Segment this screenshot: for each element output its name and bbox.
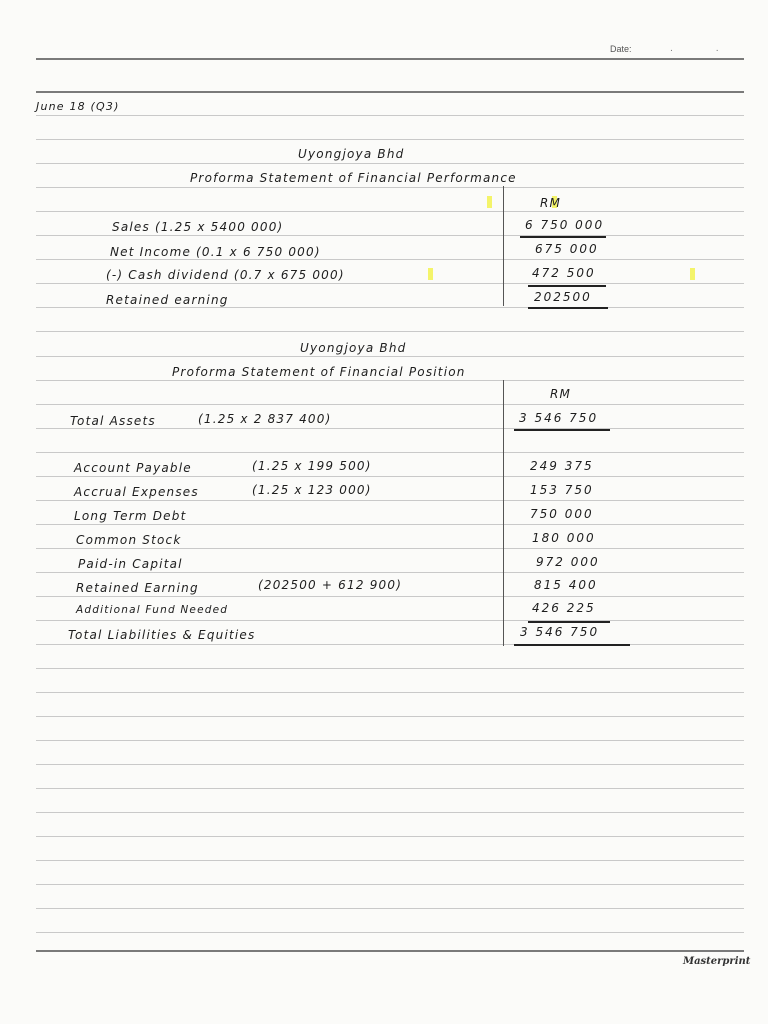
highlight-mark [487, 196, 492, 208]
s2-row-label: Additional Fund Needed [76, 604, 229, 616]
s2-statement-title: Proforma Statement of Financial Position [172, 365, 466, 379]
date-dots: . . [670, 44, 739, 54]
question-heading: June 18 (Q3) [36, 100, 120, 113]
s1-column-divider [503, 186, 504, 306]
s1-row-value: 472 500 [532, 266, 596, 280]
brand-logo: Masterprint [683, 956, 751, 967]
header-rule [36, 58, 744, 60]
s2-row-value: 180 000 [532, 531, 596, 545]
s1-statement-title: Proforma Statement of Financial Performance [190, 171, 517, 185]
bottom-rule [36, 950, 744, 952]
s1-row-value: 202500 [534, 290, 592, 304]
s2-row-label: Retained Earning [76, 581, 199, 595]
s2-row-value: 153 750 [530, 483, 594, 497]
s1-company-name: Uyongjoya Bhd [298, 147, 405, 161]
s1-row-value: 6 750 000 [525, 218, 605, 232]
top-rule [36, 91, 744, 93]
s2-row-value: 249 375 [530, 459, 594, 473]
underline [528, 621, 610, 623]
s2-row-value: 815 400 [534, 578, 598, 592]
s1-row-label: (-) Cash dividend (0.7 x 675 000) [106, 268, 345, 282]
s2-row-label: Long Term Debt [74, 509, 187, 523]
highlight-mark [690, 268, 695, 280]
s2-row-value: 972 000 [536, 555, 600, 569]
s2-row-label: Paid-in Capital [78, 557, 183, 571]
s2-row-label: Accrual Expenses [74, 485, 199, 499]
s1-unit-label: RM [540, 196, 562, 210]
s2-row-calc: (1.25 x 199 500) [252, 459, 372, 473]
underline [514, 644, 630, 646]
underline [528, 285, 606, 287]
s2-total-assets-value: 3 546 750 [519, 411, 599, 425]
s2-total-assets-calc: (1.25 x 2 837 400) [198, 412, 332, 426]
underline [514, 429, 610, 431]
s2-row-value: 3 546 750 [520, 625, 600, 639]
s1-row-label: Sales (1.25 x 5400 000) [112, 220, 284, 234]
s1-row-value: 675 000 [535, 242, 599, 256]
s2-column-divider [503, 380, 504, 646]
s2-row-label: Total Liabilities & Equities [68, 628, 256, 642]
s2-row-value: 426 225 [532, 601, 596, 615]
highlight-mark [428, 268, 433, 280]
s2-row-calc: (1.25 x 123 000) [252, 483, 372, 497]
s1-row-label: Net Income (0.1 x 6 750 000) [110, 245, 321, 259]
s1-row-label: Retained earning [106, 293, 229, 307]
s2-total-assets-label: Total Assets [70, 414, 156, 428]
s2-row-label: Account Payable [74, 461, 192, 475]
date-label: Date: [610, 44, 632, 54]
underline [520, 236, 606, 238]
s2-row-value: 750 000 [530, 507, 594, 521]
s2-row-calc: (202500 + 612 900) [258, 578, 403, 592]
s2-row-label: Common Stock [76, 533, 182, 547]
s2-unit-label: RM [550, 387, 572, 401]
underline [528, 307, 608, 309]
s2-company-name: Uyongjoya Bhd [300, 341, 407, 355]
